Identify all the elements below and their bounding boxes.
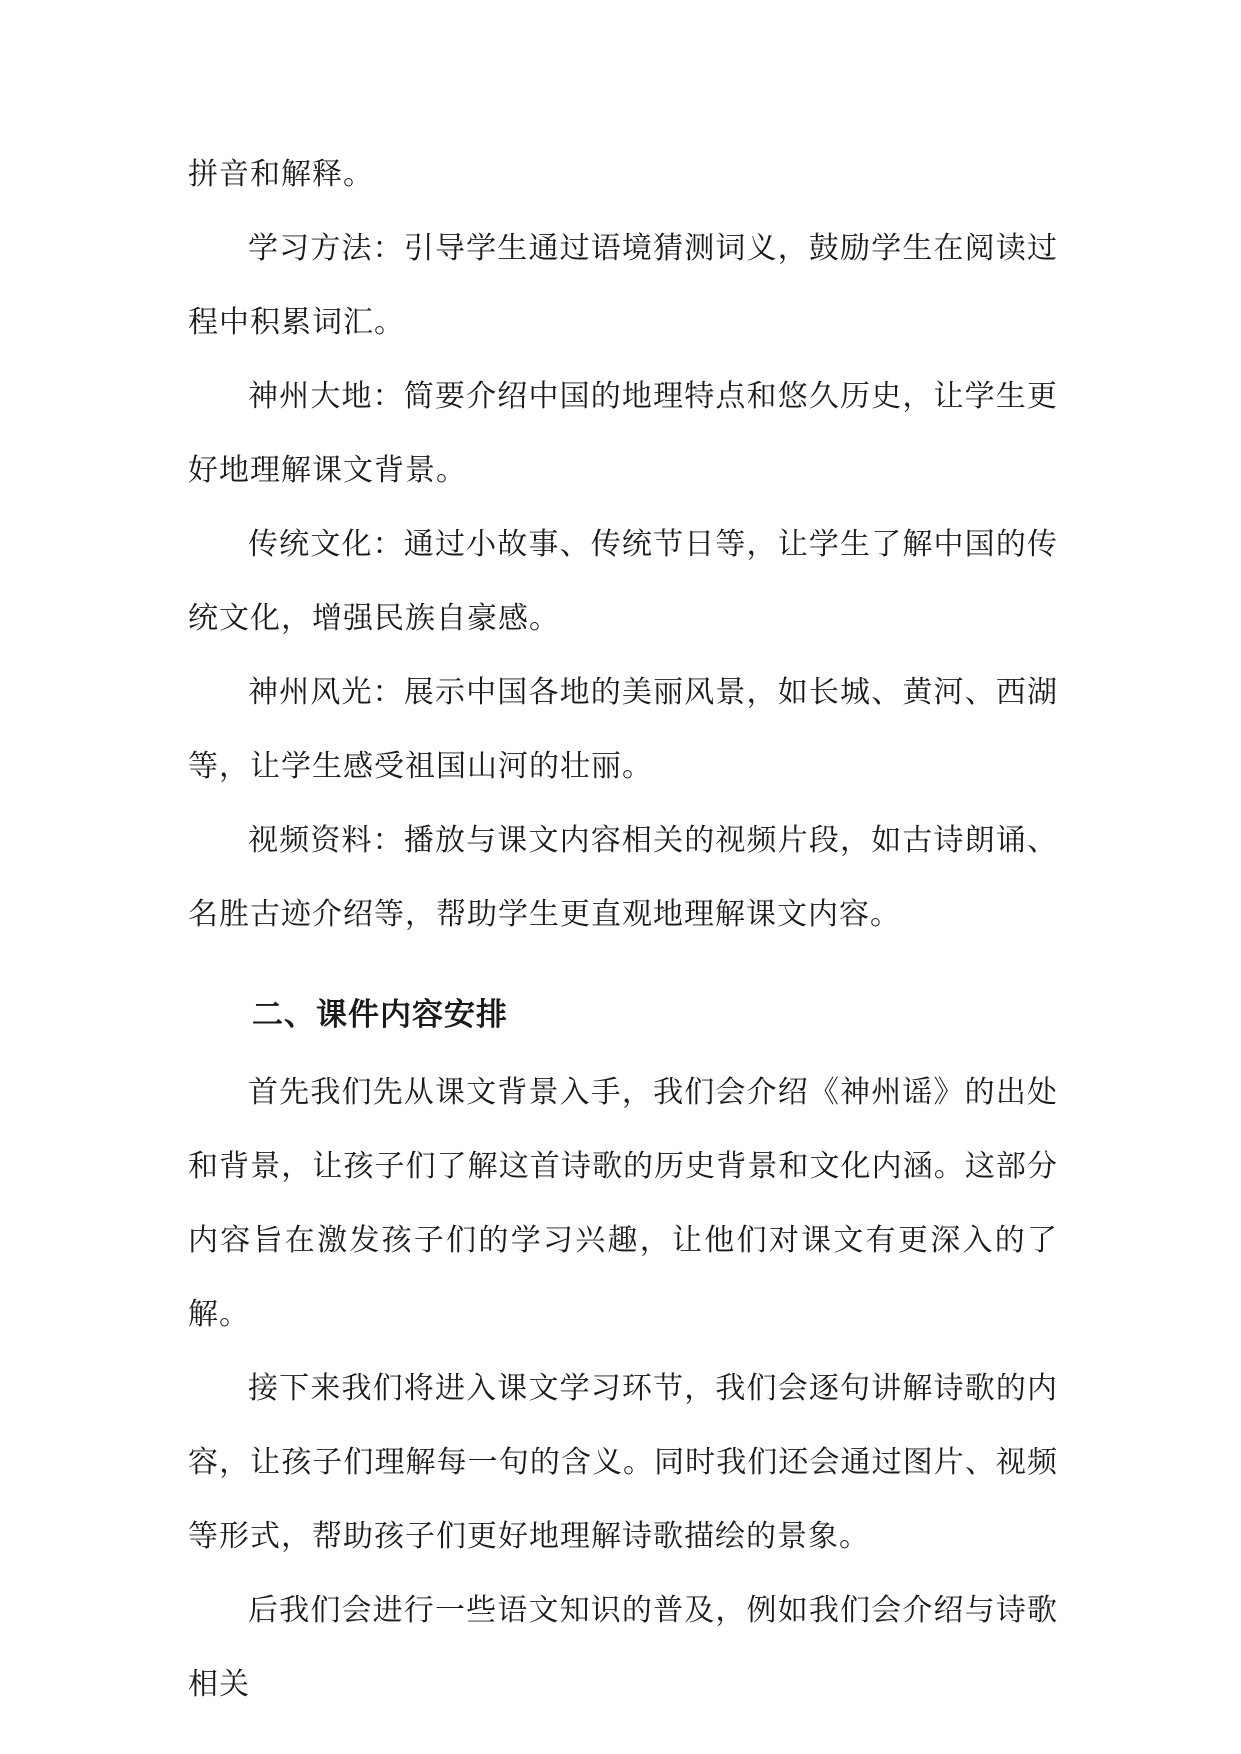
paragraph: 神州风光：展示中国各地的美丽风景，如长城、黄河、西湖等，让学生感受祖国山河的壮丽。 [188,675,1058,784]
paragraph: 神州大地：简要介绍中国的地理特点和悠久历史，让学生更好地理解课文背景。 [188,379,1058,488]
paragraph: 视频资料：播放与课文内容相关的视频片段，如古诗朗诵、名胜古迹介绍等，帮助学生更直观地理解课文内容。 [188,823,1058,932]
paragraph: 传统文化：通过小故事、传统节日等，让学生了解中国的传统文化，增强民族自豪感。 [188,527,1058,636]
paragraph: 学习方法：引导学生通过语境猜测词义，鼓励学生在阅读过程中积累词汇。 [188,231,1058,340]
section-heading: 二、课件内容安排 [252,997,508,1033]
paragraph: 接下来我们将进入课文学习环节，我们会逐句讲解诗歌的内容，让孩子们理解每一句的含义。同时我们还会通过图片、视频等形式，帮助孩子们更好地理解诗歌描绘的景象。 [188,1371,1058,1554]
paragraph: 后我们会进行一些语文知识的普及，例如我们会介绍与诗歌相关 [188,1593,1058,1702]
paragraph: 首先我们先从课文背景入手，我们会介绍《神州谣》的出处和背景，让孩子们了解这首诗歌的历史背景和文化内涵。这部分内容旨在激发孩子们的学习兴趣，让他们对课文有更深入的了解。 [188,1075,1058,1332]
paragraph: 拼音和解释。 [188,157,374,192]
document-body [188,138,1058,1722]
